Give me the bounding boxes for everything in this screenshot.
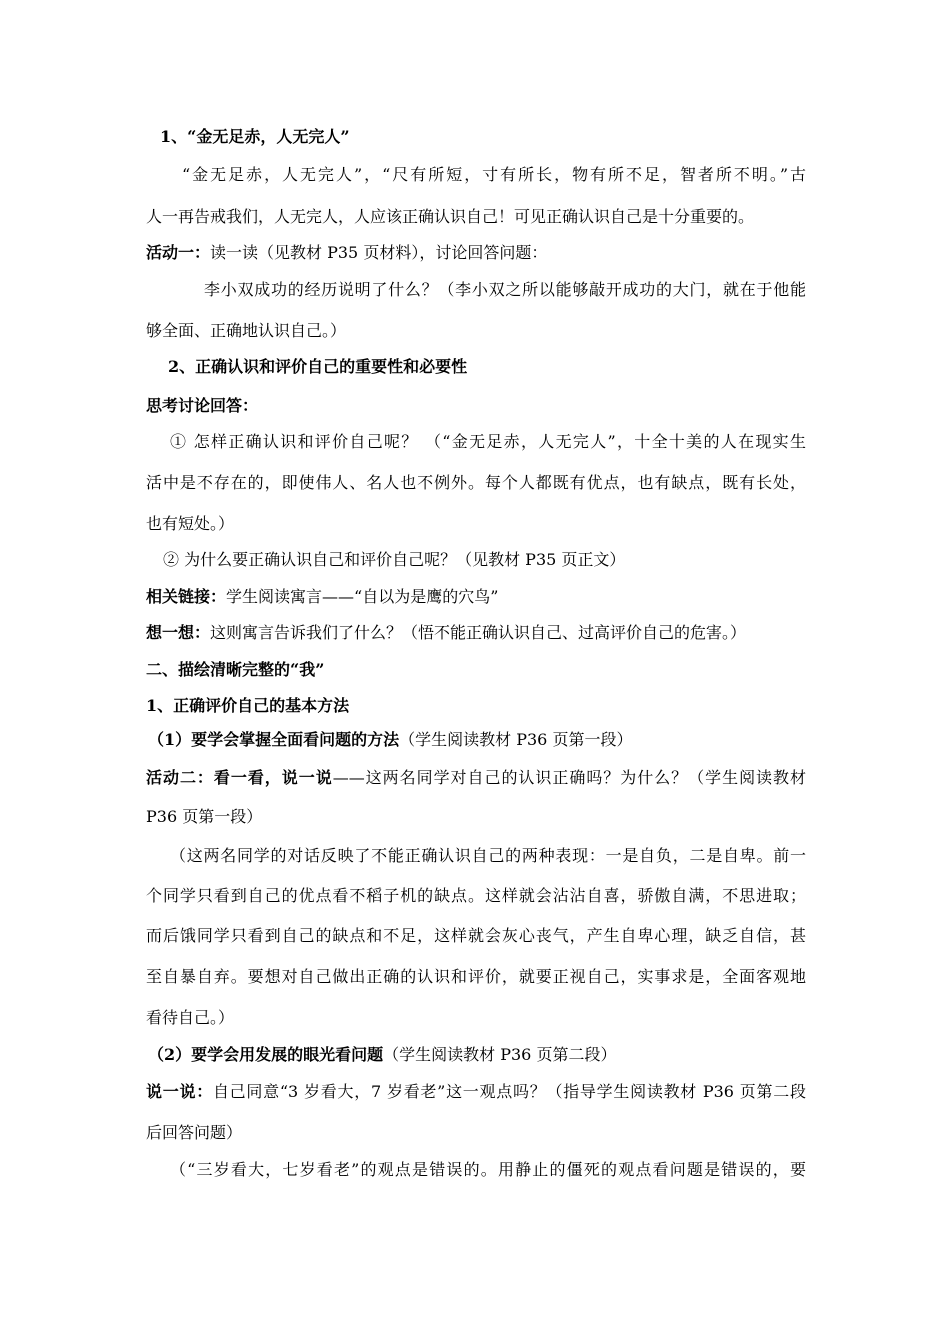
paragraph-line: 李小双成功的经历说明了什么？（李小双之所以能够敲开成功的大门，就在于他能	[204, 280, 806, 299]
paragraph-line: “金无足赤，人无完人”，“尺有所短，寸有所长，物有所不足，智者所不明。”古	[182, 165, 806, 184]
say-it	[146, 1082, 806, 1102]
paragraph-line: 而后饿同学只看到自己的缺点和不足，这样就会灰心丧气，产生自卑心理，缺乏自信，甚	[146, 926, 806, 945]
paragraph-line: （这两名同学的对话反映了不能正确认识自己的两种表现：一是自负，二是自卑。前一	[170, 846, 806, 865]
paragraph-line: （“三岁看大，七岁看老”的观点是错误的。用静止的僵死的观点看问题是错误的，要	[170, 1160, 806, 1179]
method-1	[148, 730, 632, 750]
say-text: 自己同意“3 岁看大，7 岁看老”这一观点吗？（指导学生阅读教材 P36 页第二段	[212, 1082, 806, 1101]
think-2-label: 想一想：	[146, 623, 211, 642]
question-2: ② 为什么要正确认识自己和评价自己呢？（见教材 P35 页正文）	[163, 550, 626, 569]
related-link-text: 学生阅读寓言——“自以为是鹰的穴鸟”	[226, 587, 499, 606]
section-2-heading: 二、描绘清晰完整的“我”	[146, 660, 325, 679]
method-2	[148, 1045, 616, 1065]
think-2	[146, 623, 746, 643]
activity-2-label: 活动二：看一看，说一说	[146, 768, 333, 787]
question-1-line: 活中是不存在的，即使伟人、名人也不例外。每个人都既有优点，也有缺点，既有长处，	[146, 473, 806, 492]
section-2-1-heading: 1、正确评价自己的基本方法	[146, 696, 350, 715]
method-2-text: （学生阅读教材 P36 页第二段）	[383, 1045, 617, 1064]
say-line: 后回答问题）	[146, 1123, 243, 1142]
activity-2-line: P36 页第一段）	[146, 807, 263, 826]
method-1-text: （学生阅读教材 P36 页第一段）	[399, 730, 633, 749]
say-label: 说一说：	[146, 1082, 213, 1101]
think-label: 思考讨论回答：	[146, 396, 259, 415]
method-1-label: （1）要学会掌握全面看问题的方法	[148, 730, 400, 749]
related-link	[146, 587, 498, 607]
think-2-text: 这则寓言告诉我们了什么？（悟不能正确认识自己、过高评价自己的危害。）	[210, 623, 747, 642]
paragraph-line: 看待自己。）	[146, 1008, 235, 1027]
question-1-line: ① 怎样正确认识和评价自己呢？ （“金无足赤，人无完人”，十全十美的人在现实生	[170, 432, 806, 451]
method-2-label: （2）要学会用发展的眼光看问题	[148, 1045, 384, 1064]
question-1-line: 也有短处。）	[146, 514, 235, 533]
activity-1-text: 读一读（见教材 P35 页材料），讨论回答问题：	[210, 243, 548, 262]
activity-1-label: 活动一：	[146, 243, 211, 262]
heading-1: 1、“金无足赤，人无完人”	[160, 127, 350, 146]
paragraph-line: 够全面、正确地认识自己。）	[146, 321, 347, 340]
related-link-label: 相关链接：	[146, 587, 227, 606]
activity-2-text: ——这两名同学对自己的认识正确吗？为什么？（学生阅读教材	[332, 768, 806, 787]
paragraph-line: 人一再告戒我们，人无完人，人应该正确认识自己！可见正确认识自己是十分重要的。	[146, 207, 755, 226]
activity-1	[146, 243, 547, 263]
activity-2	[146, 768, 806, 788]
heading-2: 2、正确认识和评价自己的重要性和必要性	[168, 357, 468, 376]
paragraph-line: 至自暴自弃。要想对自己做出正确的认识和评价，就要正视自己，实事求是，全面客观地	[146, 967, 806, 986]
paragraph-line: 个同学只看到自己的优点看不稻子机的缺点。这样就会沾沾自喜，骄傲自满，不思进取；	[146, 886, 806, 905]
